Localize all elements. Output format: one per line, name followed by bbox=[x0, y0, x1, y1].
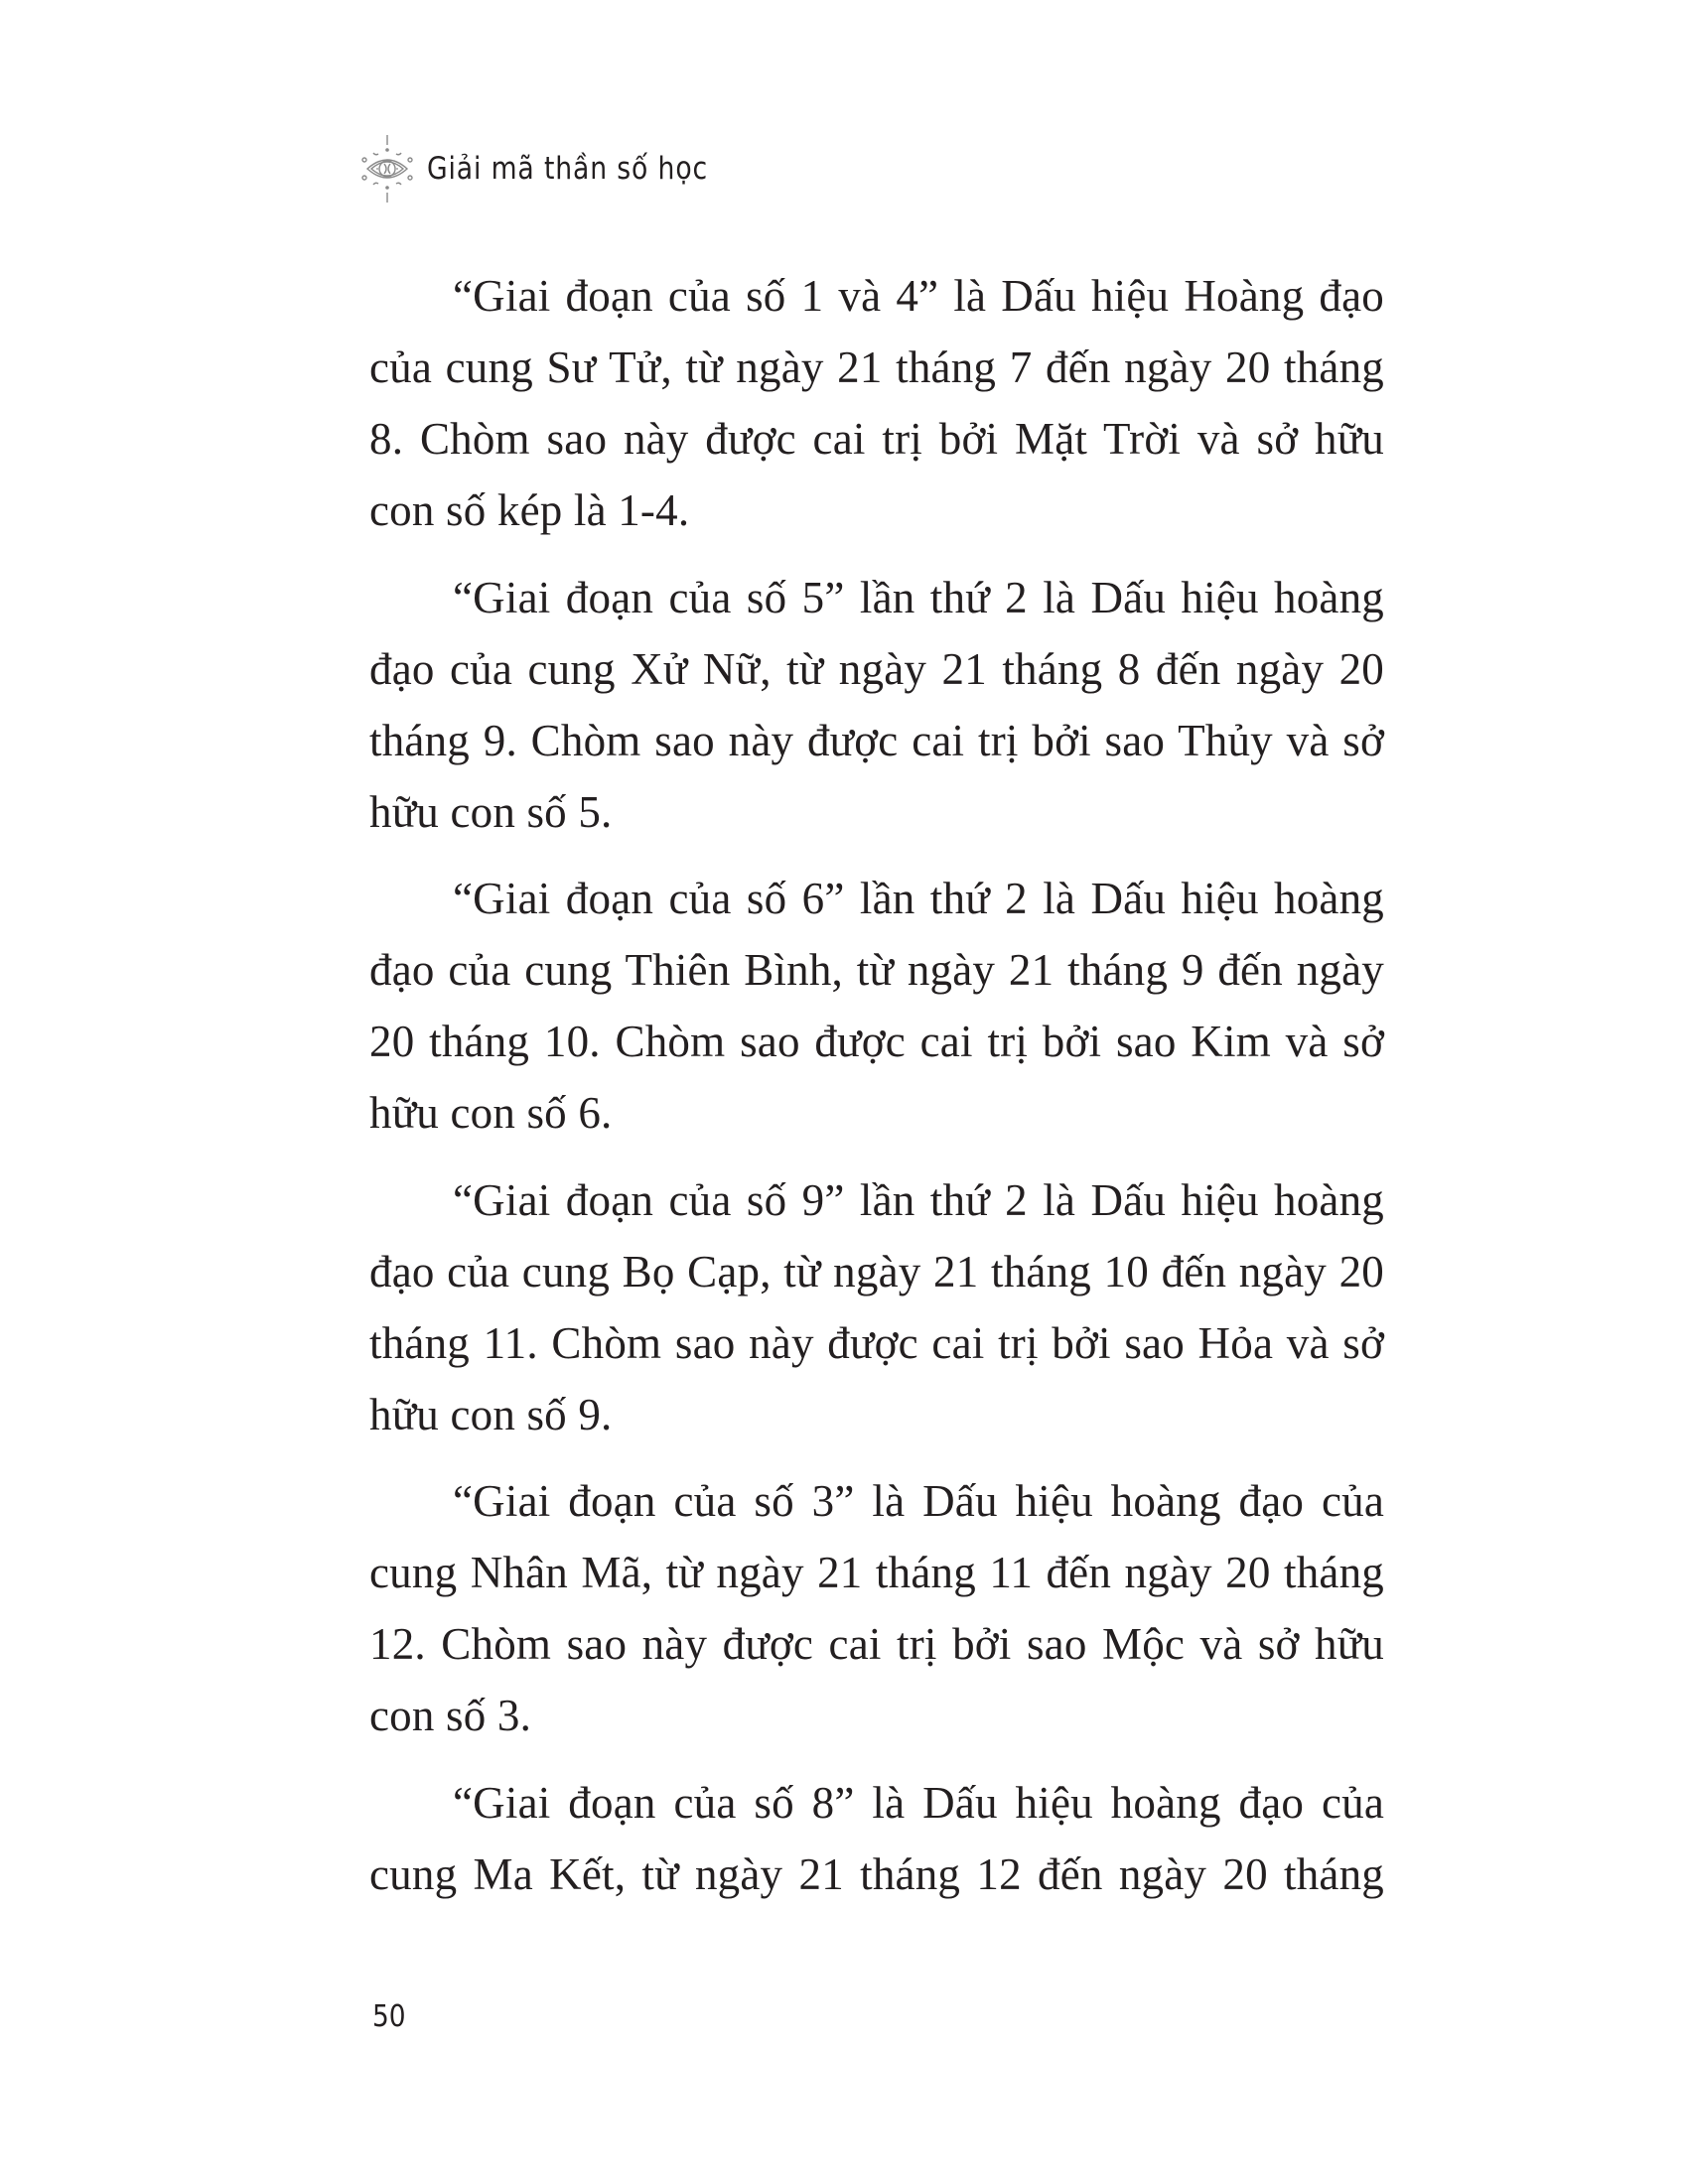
running-header bbox=[359, 133, 754, 205]
mystic-eye-icon bbox=[359, 133, 415, 205]
paragraph-capricorn: “Giai đoạn của số 8” là Dấu hiệu hoàng đạo của cung Ma Kết, từ ngày 21 tháng 12 đến ngày 20 tháng bbox=[369, 1777, 1384, 1899]
paragraph-scorpio: “Giai đoạn của số 9” lần thứ 2 là Dấu hiệu hoàng đạo của cung Bọ Cạp, từ ngày 21 tháng 10 đến ngày 20 tháng 11. Chòm sao này được cai trị bởi sao Hỏa và sở hữu con số 9. bbox=[369, 1174, 1384, 1439]
paragraph-leo: “Giai đoạn của số 1 và 4” là Dấu hiệu Hoàng đạo của cung Sư Tử, từ ngày 21 tháng 7 đến ngày 20 tháng 8. Chòm sao này được cai trị bởi Mặt Trời và sở hữu con số kép là 1-4. bbox=[369, 271, 1384, 535]
body-text bbox=[369, 260, 1384, 1925]
paragraph-libra: “Giai đoạn của số 6” lần thứ 2 là Dấu hiệu hoàng đạo của cung Thiên Bình, từ ngày 21 tháng 9 đến ngày 20 tháng 10. Chòm sao được cai trị bởi sao Kim và sở hữu con số 6. bbox=[369, 874, 1384, 1138]
page-number: 50 bbox=[372, 1999, 406, 2034]
paragraph-sagittarius: “Giai đoạn của số 3” là Dấu hiệu hoàng đạo của cung Nhân Mã, từ ngày 21 tháng 11 đến ngày 20 tháng 12. Chòm sao này được cai trị bởi sao Mộc và sở hữu con số 3. bbox=[369, 1476, 1384, 1740]
paragraph-virgo: “Giai đoạn của số 5” lần thứ 2 là Dấu hiệu hoàng đạo của cung Xử Nữ, từ ngày 21 tháng 8 đến ngày 20 tháng 9. Chòm sao này được cai trị bởi sao Thủy và sở hữu con số 5. bbox=[369, 572, 1384, 837]
book-title: Giải mã thần số học bbox=[427, 151, 709, 187]
